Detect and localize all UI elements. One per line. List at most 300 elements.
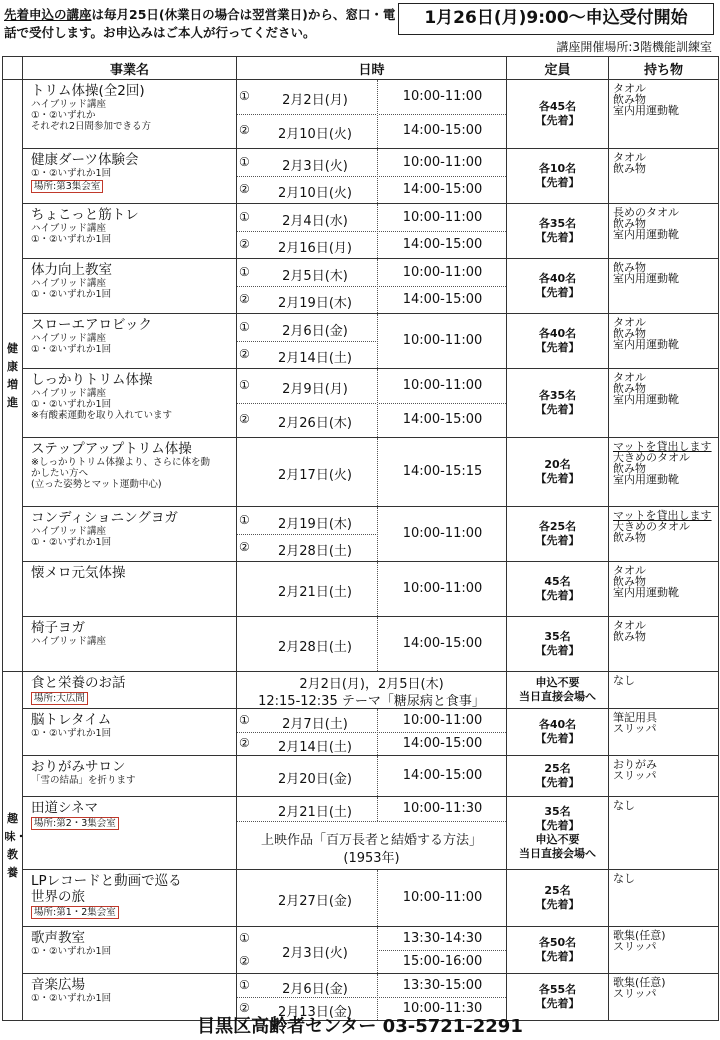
session-time: 10:00-11:00 [402, 209, 483, 225]
table-row [3, 927, 719, 974]
session-time: 10:00-11:00 [402, 378, 483, 393]
item-line: スリッパ [613, 987, 657, 1000]
session-date: 2月7日(土) [282, 716, 348, 732]
session-time: 10:00-11:00 [402, 890, 483, 905]
date-divider [237, 534, 376, 535]
session-date: 2月6日(金) [282, 981, 348, 997]
session-date: 2月28日(土) [278, 543, 352, 559]
session-time: 14:00-15:00 [402, 412, 483, 427]
date-divider [237, 286, 376, 287]
event-note: ①・②いずれか1回 [31, 234, 112, 245]
event-note: それぞれ2日間参加できる方 [31, 121, 152, 132]
capacity-line: 【先着】 [535, 997, 580, 1010]
table-row [3, 438, 719, 507]
datetime-cell [237, 80, 507, 149]
event-note: ※しっかりトリム体操より、さらに体を動 [31, 457, 210, 468]
table-row [3, 314, 719, 369]
date-divider [237, 997, 376, 998]
time-row-divider [379, 114, 506, 115]
header-event: 事業名 [23, 57, 237, 80]
item-line: 室内用運動靴 [613, 228, 679, 241]
session-number: ① [239, 209, 250, 224]
item-line: 飲み物 [613, 462, 646, 475]
capacity-line: 各55名 [538, 983, 577, 996]
session-date: 2月14日(土) [278, 350, 352, 366]
date-divider [237, 732, 376, 733]
event-name: 懐メロ元気体操 [31, 565, 126, 581]
capacity-cell [507, 672, 609, 709]
session-date: 2月3日(火) [282, 946, 348, 961]
time-divider [377, 438, 378, 506]
capacity-line: 各40名 [538, 327, 577, 340]
datetime-cell [237, 369, 507, 438]
item-line: 室内用運動靴 [613, 473, 679, 486]
event-note: ①・②いずれか1回 [31, 344, 112, 355]
capacity-cell [507, 562, 609, 617]
event-cell [23, 709, 237, 756]
item-line: 飲み物 [613, 531, 646, 544]
event-note: (立った姿勢とマット運動中心) [31, 479, 162, 490]
capacity-line: 各40名 [538, 718, 577, 731]
date-divider [237, 114, 376, 115]
item-line: なし [613, 799, 635, 812]
time-divider [377, 562, 378, 616]
event-cell [23, 672, 237, 709]
capacity-line: 25名 [544, 762, 571, 775]
event-name: 脳トレタイム [31, 712, 112, 728]
item-line: 飲み物 [613, 382, 646, 395]
event-name: 椅子ヨガ [31, 620, 85, 636]
table-row [3, 870, 719, 927]
capacity-line: 20名 [544, 458, 571, 471]
time-row-divider [379, 286, 506, 287]
capacity-line: 各50名 [538, 936, 577, 949]
session-time: 14:00-15:00 [402, 123, 483, 138]
category-label: 趣味・教養 [4, 812, 27, 879]
datetime-cell [237, 672, 507, 709]
event-name: 健康ダーツ体験会 [31, 152, 139, 168]
capacity-cell [507, 259, 609, 314]
event-note: 「雪の結晶」を折ります [31, 775, 136, 786]
session-number: ② [239, 123, 250, 137]
session-time: 10:00-11:00 [402, 264, 483, 280]
session-date: 2月10日(火) [278, 185, 352, 201]
capacity-cell [507, 507, 609, 562]
event-cell [23, 562, 237, 617]
session-time: 10:00-11:30 [402, 1000, 483, 1016]
capacity-line: 【先着】 [535, 231, 580, 244]
time-divider [377, 709, 378, 755]
session-date: 2月17日(火) [278, 468, 352, 483]
item-line: 飲み物 [613, 327, 646, 340]
capacity-cell [507, 369, 609, 438]
session-date: 2月14日(土) [278, 739, 352, 755]
session-date: 2月21日(土) [278, 805, 352, 820]
time-row-divider [379, 176, 506, 177]
header-blank [3, 57, 23, 80]
item-line: タオル [613, 151, 646, 164]
table-row [3, 204, 719, 259]
event-name: 体力向上教室 [31, 262, 112, 278]
items-cell [609, 507, 719, 562]
item-line: 飲み物 [613, 630, 646, 643]
capacity-cell [507, 314, 609, 369]
session-date: 2月20日(金) [278, 772, 352, 787]
event-cell [23, 204, 237, 259]
capacity-line: 申込不要 [535, 833, 580, 846]
session-time: 10:00-11:00 [402, 712, 483, 728]
capacity-cell [507, 927, 609, 974]
time-divider [377, 149, 378, 203]
schedule-table [2, 56, 719, 1021]
time-divider [377, 756, 378, 796]
session-time: 14:00-15:00 [402, 236, 483, 252]
capacity-line: 【先着】 [535, 732, 580, 745]
session-date: 2月6日(金) [282, 323, 348, 339]
header-capacity: 定員 [507, 57, 609, 80]
table-row [3, 617, 719, 672]
session-time: 10:00-11:00 [402, 89, 483, 104]
capacity-line: 当日直接会場へ [519, 847, 596, 860]
item-line: 室内用運動靴 [613, 272, 679, 285]
event-name: 歌声教室 [31, 930, 85, 946]
session-date: 2月9日(月) [282, 382, 348, 397]
session-number: ② [239, 181, 250, 196]
datetime-cell [237, 562, 507, 617]
session-number: ① [239, 264, 250, 279]
item-line: スリッパ [613, 940, 657, 953]
items-cell [609, 709, 719, 756]
item-line: 室内用運動靴 [613, 104, 679, 117]
capacity-cell [507, 870, 609, 927]
table-row [3, 672, 719, 709]
event-note: かしたい方へ [31, 468, 89, 479]
capacity-line: 【先着】 [535, 644, 580, 657]
capacity-cell [507, 797, 609, 870]
session-date: 2月19日(木) [278, 516, 352, 532]
session-time: 14:00-15:00 [402, 636, 483, 651]
session-time: 10:00-11:00 [402, 333, 483, 348]
capacity-cell [507, 204, 609, 259]
item-line: タオル [613, 316, 646, 329]
event-cell [23, 80, 237, 149]
datetime-cell [237, 797, 507, 870]
event-name: ちょこっと筋トレ [31, 207, 139, 223]
event-note: ①・②いずれか1回 [31, 728, 112, 739]
session-number: ② [239, 346, 250, 361]
items-cell [609, 438, 719, 507]
session-time: 10:00-11:00 [402, 526, 483, 541]
session-time: 13:30-14:30 [402, 930, 483, 946]
session-number: ① [239, 89, 250, 103]
session-date: 2月5日(木) [282, 268, 348, 284]
event-name: 田道シネマ [31, 800, 99, 816]
items-cell [609, 797, 719, 870]
items-cell [609, 204, 719, 259]
capacity-line: 【先着】 [535, 898, 580, 911]
event-cell [23, 617, 237, 672]
application-start-notice: 1月26日(月)9:00～申込受付開始 [398, 3, 714, 35]
item-line: おりがみ [613, 758, 657, 771]
event-name: スローエアロビック [31, 317, 152, 333]
venue-label: 講座開催場所:3階機能訓練室 [556, 40, 712, 54]
capacity-line: 【先着】 [535, 819, 580, 832]
event-note: ①・②いずれか1回 [31, 289, 112, 300]
event-cell [23, 314, 237, 369]
mat-rental-note: マットを貸出します [613, 440, 712, 453]
event-cell [23, 870, 237, 927]
item-line: 飲み物 [613, 575, 646, 588]
datetime-cell [237, 870, 507, 927]
time-divider [377, 797, 378, 821]
event-cell [23, 259, 237, 314]
capacity-line: 25名 [544, 884, 571, 897]
session-time: 13:30-15:00 [402, 977, 483, 993]
item-line: 飲み物 [613, 261, 646, 274]
table-row [3, 80, 719, 149]
capacity-cell [507, 617, 609, 672]
datetime-cell [237, 259, 507, 314]
header [0, 0, 720, 56]
items-cell [609, 369, 719, 438]
session-date: 2月4日(水) [282, 213, 348, 229]
capacity-line: 【先着】 [535, 114, 580, 127]
capacity-line: 各25名 [538, 520, 577, 533]
session-date: 2月10日(火) [278, 127, 352, 142]
session-time: 14:00-15:00 [402, 735, 483, 751]
session-number: ① [239, 712, 250, 727]
datetime-cell [237, 756, 507, 797]
event-name: LPレコードと動画で巡る [31, 873, 182, 889]
item-line: タオル [613, 371, 646, 384]
session-number: ② [239, 412, 250, 426]
film-year: (1953年) [343, 851, 400, 866]
table-row [3, 369, 719, 438]
session-number: ① [239, 512, 250, 527]
session-time: 14:00-15:00 [402, 768, 483, 783]
datetime-cell [237, 314, 507, 369]
location-tag: 場所:大広間 [31, 692, 88, 705]
event-note: ハイブリッド講座 [31, 388, 106, 399]
date-divider [237, 341, 376, 342]
time-divider [377, 369, 378, 437]
session-number: ② [239, 1000, 250, 1015]
session-date: 2月26日(木) [278, 416, 352, 431]
datetime-cell [237, 709, 507, 756]
date-divider [237, 176, 376, 177]
capacity-line: 【先着】 [535, 403, 580, 416]
session-date: 2月2日(月) [282, 93, 348, 108]
capacity-line: 【先着】 [535, 776, 580, 789]
capacity-line: 各10名 [538, 162, 577, 175]
time-divider [377, 80, 378, 148]
item-line: タオル [613, 619, 646, 632]
item-line: タオル [613, 82, 646, 95]
item-line: 大きめのタオル [613, 451, 690, 464]
items-cell [609, 672, 719, 709]
event-note: ハイブリッド講座 [31, 99, 106, 110]
session-number: ② [239, 953, 250, 968]
location-tag: 場所:第1・2集会室 [31, 906, 119, 919]
datetime-cell [237, 507, 507, 562]
capacity-line: 【先着】 [535, 286, 580, 299]
intro-highlight: 先着申込の講座 [4, 7, 92, 22]
session-number: ② [239, 539, 250, 554]
datetime-cell [237, 927, 507, 974]
table-row [3, 756, 719, 797]
item-line: 歌集(任意) [613, 976, 666, 989]
item-line: 長めのタオル [613, 206, 679, 219]
table-row [3, 259, 719, 314]
items-cell [609, 927, 719, 974]
capacity-cell [507, 709, 609, 756]
event-note: ①・②いずれか1回 [31, 168, 112, 179]
item-line: なし [613, 872, 635, 885]
event-name: ステップアップトリム体操 [31, 441, 192, 457]
item-line: 室内用運動靴 [613, 393, 679, 406]
session-date: 2月21日(土) [278, 585, 352, 600]
session-date: 2月3日(火) [282, 158, 348, 174]
header-bring: 持ち物 [609, 57, 719, 80]
item-line: 飲み物 [613, 93, 646, 106]
event-note: ハイブリッド講座 [31, 636, 106, 647]
items-cell [609, 617, 719, 672]
capacity-cell [507, 756, 609, 797]
item-line: 室内用運動靴 [613, 586, 679, 599]
event-cell [23, 438, 237, 507]
session-time: 14:00-15:15 [402, 464, 483, 479]
capacity-line: 各40名 [538, 272, 577, 285]
capacity-line: 45名 [544, 575, 571, 588]
session-time: 10:00-11:30 [402, 801, 483, 816]
event-note: ハイブリッド講座 [31, 526, 106, 537]
session-time: 10:00-11:00 [402, 581, 483, 596]
event-cell [23, 149, 237, 204]
session-date: 2月19日(木) [278, 295, 352, 311]
event-note: ①・②いずれか1回 [31, 399, 112, 410]
date-divider [237, 231, 376, 232]
location-tag: 場所:第2・3集会室 [31, 817, 119, 830]
time-divider [377, 204, 378, 258]
event-cell [23, 507, 237, 562]
event-name: 音楽広場 [31, 977, 85, 993]
item-line: タオル [613, 564, 646, 577]
time-divider [377, 617, 378, 671]
film-title: 上映作品「百万長者と結婚する方法」 [260, 833, 482, 848]
items-cell [609, 149, 719, 204]
time-divider [377, 870, 378, 926]
event-note: ①・②いずれか1回 [31, 993, 112, 1004]
session-time: 10:00-11:00 [402, 154, 483, 170]
event-note: ハイブリッド講座 [31, 223, 106, 234]
time-row-divider [379, 403, 506, 404]
session-date: 2月28日(土) [278, 640, 352, 655]
items-cell [609, 80, 719, 149]
capacity-line: 【先着】 [535, 589, 580, 602]
session-time: 15:00-16:00 [402, 953, 483, 969]
event-note: ①・②いずれか1回 [31, 946, 112, 957]
datetime-cell [237, 617, 507, 672]
capacity-cell [507, 438, 609, 507]
item-line: 飲み物 [613, 162, 646, 175]
event-note: ハイブリッド講座 [31, 333, 106, 344]
session-date: 2月27日(金) [278, 894, 352, 909]
category-cell [3, 672, 27, 1021]
datetime-cell [237, 149, 507, 204]
capacity-cell [507, 149, 609, 204]
time-divider [377, 927, 378, 973]
table-row [3, 709, 719, 756]
items-cell [609, 562, 719, 617]
intro-text [4, 6, 404, 42]
time-row-divider [379, 231, 506, 232]
location-tag: 場所:第3集会室 [31, 180, 103, 193]
capacity-line: 各45名 [538, 100, 577, 113]
item-line: 筆記用具 [613, 711, 657, 724]
event-name: コンディショニングヨガ [31, 510, 178, 526]
capacity-line: 35名 [544, 630, 571, 643]
time-divider [377, 314, 378, 368]
event-note: ①・②いずれか [31, 110, 96, 121]
capacity-line: 【先着】 [535, 472, 580, 485]
items-cell [609, 314, 719, 369]
event-note: ①・②いずれか1回 [31, 537, 112, 548]
table-row [3, 797, 719, 870]
capacity-line: 各35名 [538, 217, 577, 230]
datetime-cell [237, 204, 507, 259]
capacity-line: 申込不要 [535, 676, 580, 689]
date-divider [237, 403, 376, 404]
event-name: しっかりトリム体操 [31, 372, 153, 388]
event-cell [23, 369, 237, 438]
item-line: なし [613, 674, 635, 687]
items-cell [609, 259, 719, 314]
capacity-line: 【先着】 [535, 534, 580, 547]
event-name-line2: 世界の旅 [31, 889, 85, 905]
session-number: ② [239, 291, 250, 306]
header-datetime: 日時 [237, 57, 507, 80]
datetime-cell [237, 438, 507, 507]
item-line: 室内用運動靴 [613, 338, 679, 351]
time-row-divider [379, 997, 506, 998]
capacity-cell [507, 80, 609, 149]
table-row [3, 149, 719, 204]
items-cell [609, 870, 719, 927]
item-line: 飲み物 [613, 217, 646, 230]
session-number: ① [239, 378, 250, 392]
session-number: ① [239, 977, 250, 992]
intro-body: は毎月25日(休業日の場合は翌営業日)から、窓口・電話で受付します。お申込みはご本人が行ってください。 [4, 7, 396, 40]
event-name: おりがみサロン [31, 759, 126, 775]
time-row-divider [379, 950, 506, 951]
event-name: 食と栄養のお話 [31, 675, 126, 691]
capacity-line: 当日直接会場へ [519, 690, 596, 703]
capacity-line: 【先着】 [535, 341, 580, 354]
row-divider [237, 821, 506, 822]
capacity-line: 各35名 [538, 389, 577, 402]
item-line: 歌集(任意) [613, 929, 666, 942]
date-line: 2月2日(月)，2月5日(木) [299, 677, 444, 692]
session-number: ① [239, 154, 250, 169]
event-note: ハイブリッド講座 [31, 278, 106, 289]
items-cell [609, 756, 719, 797]
mat-rental-note: マットを貸出します [613, 509, 712, 522]
capacity-line: 【先着】 [535, 176, 580, 189]
category-cell [3, 80, 23, 672]
session-date: 2月16日(月) [278, 240, 352, 256]
session-date: 2月13日(金) [278, 1004, 352, 1020]
table-header-row [3, 57, 719, 80]
